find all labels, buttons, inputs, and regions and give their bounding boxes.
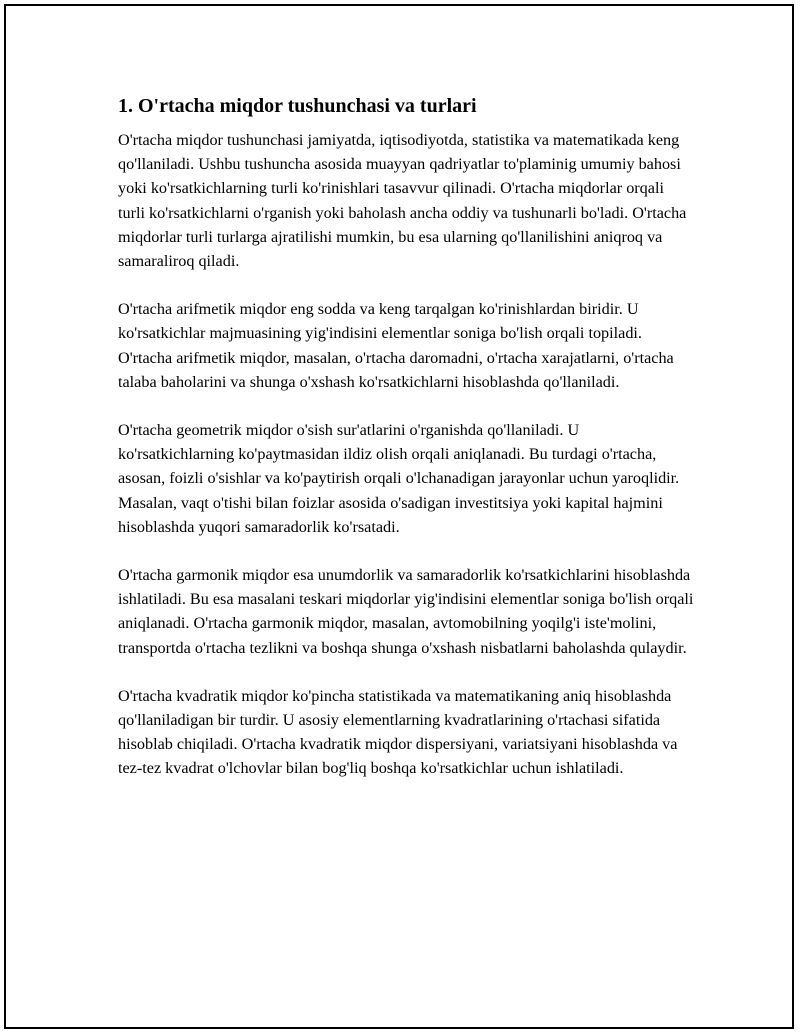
document-body xyxy=(118,92,694,805)
paragraph-quadratic-mean: O'rtacha kvadratik miqdor ko'pincha statistikada va matematikaning aniq hisoblashda qo'llaniladigan bir turdir. U asosiy elementlarning kvadratlarining o'rtachasi sifatida hisoblab chiqiladi. O'rtacha kvadratik miqdor dispersiyani, variatsiyani hisoblashda va tez-tez kvadrat o'lchovlar bilan bog'liq boshqa ko'rsatkichlar uchun ishlatiladi. xyxy=(118,686,678,778)
paragraph-geometric-mean: O'rtacha geometrik miqdor o'sish sur'atlarini o'rganishda qo'llaniladi. U ko'rsatkichlarning ko'paytmasidan ildiz olish orqali aniqlanadi. Bu turdagi o'rtacha, asosan, foizli o'sishlar va ko'paytirish orqali o'lchanadigan jarayonlar uchun yaroqlidir. Masalan, vaqt o'tishi bilan foizlar asosida o'sadigan investitsiya yoki kapital hajmini hisoblashda yuqori samaradorlik ko'rsatadi. xyxy=(118,421,680,536)
paragraph-harmonic-mean: O'rtacha garmonik miqdor esa unumdorlik va samaradorlik ko'rsatkichlarini hisoblashda ishlatiladi. Bu esa masalani teskari miqdorlar yig'indisini elementlar soniga bo'lish orqali aniqlanadi. O'rtacha garmonik miqdor, masalan, avtomobilning yoqilg'i iste'molini, transportda o'rtacha tezlikni va boshqa shunga o'xshash nisbatlarni baholashda qulaydir. xyxy=(118,566,694,657)
paragraph-intro: O'rtacha miqdor tushunchasi jamiyatda, iqtisodiyotda, statistika va matematikada keng qo'llaniladi. Ushbu tushuncha asosida muayyan qadriyatlar to'plaminig umumiy bahosi yoki ko'rsatkichlarning turli ko'rinishlari tasavvur qilinadi. O'rtacha miqdorlar orqali turli ko'rsatkichlarni o'rganish yoki baholash ancha oddiy va tushunarli bo'ladi. O'rtacha miqdorlar turli turlarga ajratilishi mumkin, bu esa ularning qo'llanilishini aniqroq va samaraliroq qiladi. xyxy=(118,131,687,271)
section-heading: 1. O'rtacha miqdor tushunchasi va turlari xyxy=(118,95,477,117)
paragraph-arithmetic-mean: O'rtacha arifmetik miqdor eng sodda va keng tarqalgan ko'rinishlardan biridir. U ko'rsatkichlar majmuasining yig'indisini elementlar soniga bo'lish orqali topiladi. O'rtacha arifmetik miqdor, masalan, o'rtacha daromadni, o'rtacha xarajatlarni, o'rtacha talaba baholarini va shunga o'xshash ko'rsatkichlarni hisoblashda qo'llaniladi. xyxy=(118,300,674,391)
